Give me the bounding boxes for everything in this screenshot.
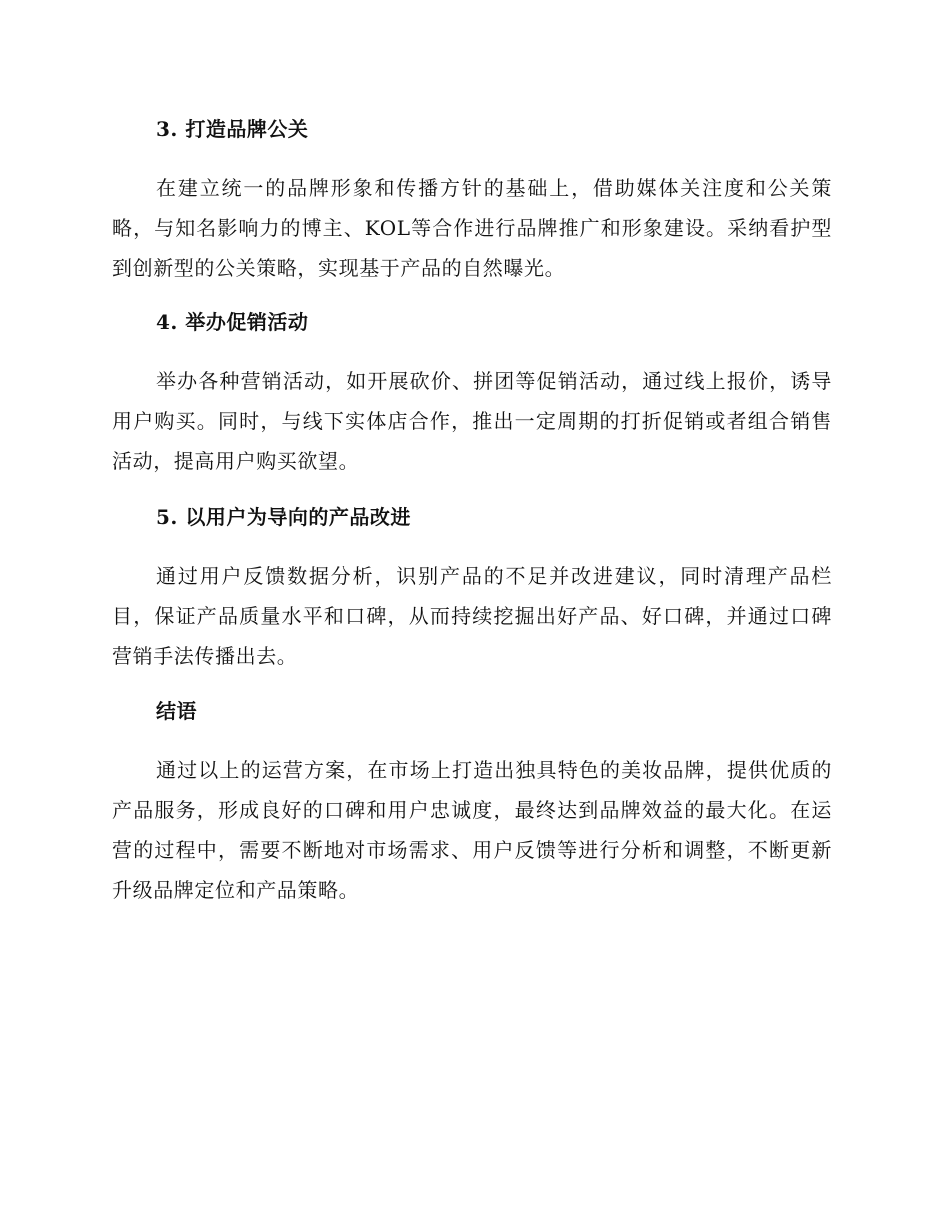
section-heading: 5. 以用户为导向的产品改进: [156, 505, 411, 529]
section-paragraph: 举办各种营销活动，如开展砍价、拼团等促销活动，通过线上报价，诱导用户购买。同时，与线下实体店合作，推出一定周期的打折促销或者组合销售活动，提高用户购买欲望。: [112, 369, 832, 473]
section-promotions: [112, 307, 832, 481]
section-heading: 4. 举办促销活动: [156, 310, 309, 334]
section-heading: 3. 打造品牌公关: [156, 117, 309, 141]
section-product-improvement: [112, 502, 832, 676]
section-conclusion: [112, 696, 832, 910]
section-paragraph: 通过用户反馈数据分析，识别产品的不足并改进建议，同时清理产品栏目，保证产品质量水平和口碑，从而持续挖掘出好产品、好口碑，并通过口碑营销手法传播出去。: [112, 564, 832, 668]
section-brand-pr: [112, 114, 832, 288]
section-paragraph: 通过以上的运营方案，在市场上打造出独具特色的美妆品牌，提供优质的产品服务，形成良好的口碑和用户忠诚度，最终达到品牌效益的最大化。在运营的过程中，需要不断地对市场需求、用户反馈等进行分析和调整，不断更新升级品牌定位和产品策略。: [112, 758, 832, 902]
section-heading: 结语: [156, 699, 197, 723]
section-paragraph: 在建立统一的品牌形象和传播方针的基础上，借助媒体关注度和公关策略，与知名影响力的博主、KOL等合作进行品牌推广和形象建设。采纳看护型到创新型的公关策略，实现基于产品的自然曝光。: [112, 176, 832, 280]
